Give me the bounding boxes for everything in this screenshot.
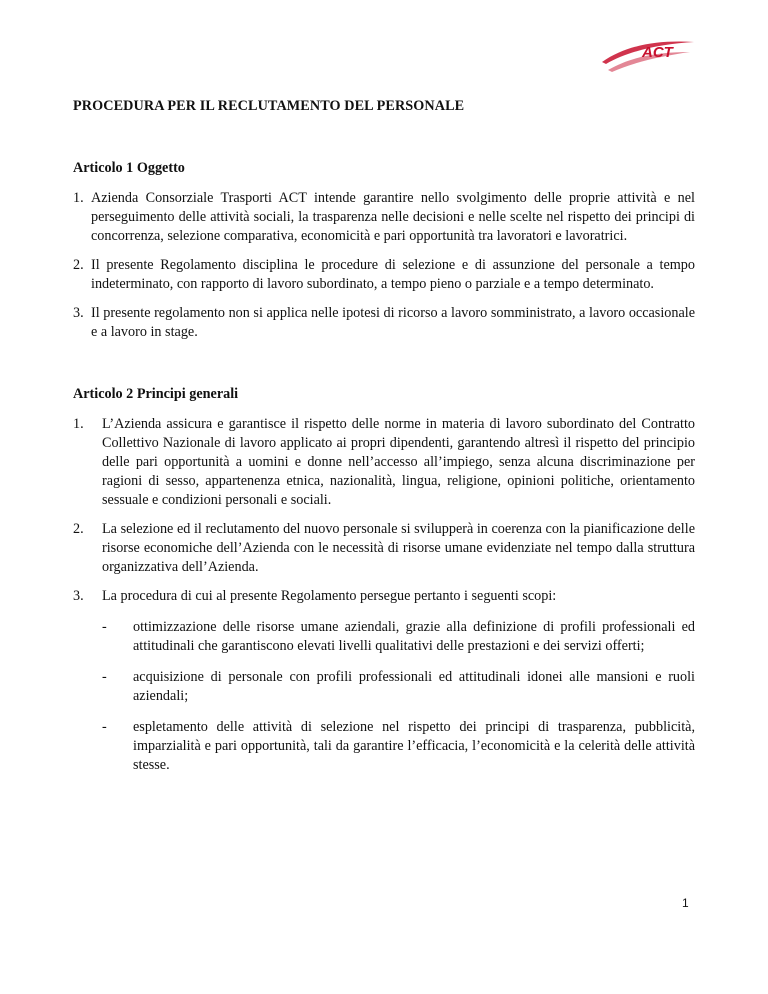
article-2-item (73, 415, 695, 510)
list-item (73, 718, 695, 775)
logo-text: ACT (642, 44, 673, 61)
list-item (73, 668, 695, 706)
item-text: La selezione ed il reclutamento del nuovo personale si svilupperà in coerenza con la pianificazione delle risorse economiche dell’Azienda con le necessità di risorse umane evidenziate nel tempo dalla struttura organizzativa dell’Azienda. (102, 521, 695, 575)
article-1-item (73, 256, 695, 294)
scope-list (73, 618, 695, 775)
bullet-dash: - (102, 669, 107, 685)
item-number: 2. (73, 257, 84, 273)
item-text: La procedura di cui al presente Regolamento persegue pertanto i seguenti scopi: (102, 588, 557, 604)
bullet-text: acquisizione di personale con profili professionali ed attitudinali idonei alle mansioni e ruoli aziendali; (133, 669, 695, 704)
item-text: Il presente regolamento non si applica nelle ipotesi di ricorso a lavoro somministrato, a lavoro occasionale e a lavoro in stage. (91, 305, 695, 340)
article-2 (73, 385, 695, 775)
document-body (73, 97, 695, 787)
bullet-dash: - (102, 619, 107, 635)
item-text: Azienda Consorziale Trasporti ACT intende garantire nello svolgimento delle proprie attività e nel perseguimento delle attività sociali, la trasparenza nelle decisioni e nelle scelte nel rispetto dei principi di concorrenza, selezione comparativa, economicità e pari opportunità tra lavoratori e lavoratrici. (91, 190, 695, 244)
bullet-dash: - (102, 719, 107, 735)
item-text: Il presente Regolamento disciplina le procedure di selezione e di assunzione del personale a tempo indeterminato, con rapporto di lavoro subordinato, a tempo pieno o parziale e a tempo determinato. (91, 257, 695, 292)
section-spacer (73, 352, 695, 385)
article-2-heading: Articolo 2 Principi generali (73, 386, 239, 402)
article-1 (73, 159, 695, 342)
article-1-item (73, 189, 695, 246)
item-number: 3. (73, 588, 84, 604)
list-item (73, 618, 695, 656)
item-number: 1. (73, 416, 84, 432)
document-title: PROCEDURA PER IL RECLUTAMENTO DEL PERSONALE (73, 98, 465, 114)
article-1-item (73, 304, 695, 342)
page-number: 1 (682, 896, 689, 910)
item-number: 1. (73, 190, 84, 206)
article-1-heading: Articolo 1 Oggetto (73, 160, 185, 176)
article-2-item (73, 520, 695, 577)
act-logo (598, 36, 698, 76)
article-2-item (73, 587, 695, 606)
bullet-text: ottimizzazione delle risorse umane aziendali, grazie alla definizione di profili professionali ed attitudinali che garantiscono elevati livelli qualitativi delle prestazioni e dei servizi offerti; (133, 619, 695, 654)
item-text: L’Azienda assicura e garantisce il rispetto delle norme in materia di lavoro subordinato del Contratto Collettivo Nazionale di lavoro applicato ai propri dipendenti, garantendo altresì il rispetto del principio delle pari opportunità a uomini e donne nell’accesso all’impiego, senza alcuna discriminazione per ragioni di sesso, appartenenza etnica, nazionalità, lingua, religione, opinioni politiche, orientamento sessuale e condizioni personali e sociali. (102, 416, 695, 508)
bullet-text: espletamento delle attività di selezione nel rispetto dei principi di trasparenza, pubblicità, imparzialità e pari opportunità, tali da garantire l’efficacia, l’economicità e la celerità delle attività stesse. (133, 719, 695, 773)
item-number: 2. (73, 521, 84, 537)
item-number: 3. (73, 305, 84, 321)
